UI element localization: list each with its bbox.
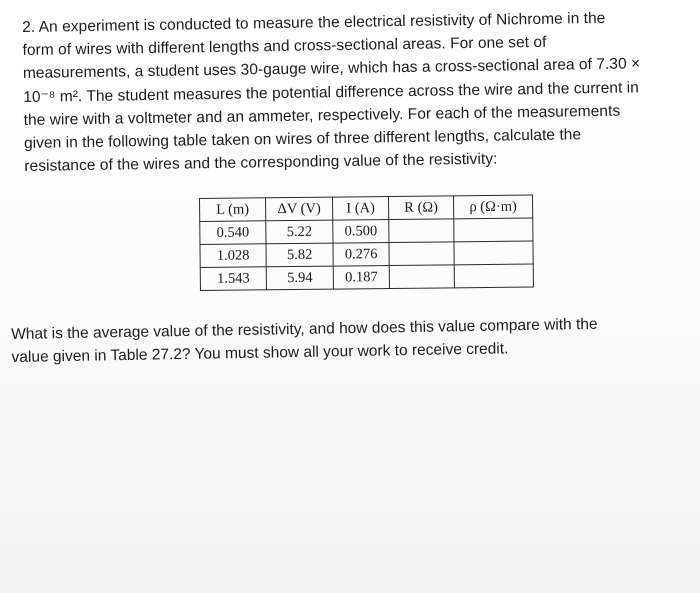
header-resistance: R (Ω) <box>388 196 453 220</box>
cell-potential-difference: 5.94 <box>266 266 333 290</box>
cell-resistance <box>389 265 454 289</box>
cell-current: 0.276 <box>333 243 389 267</box>
problem-line: 10⁻⁸ m². The student measures the potential difference across the wire and the current in <box>23 78 640 106</box>
problem-statement <box>22 6 690 179</box>
problem-line: measurements, a student uses 30-gauge wire, which has a cross-sectional area of 7.30 × <box>22 55 641 83</box>
header-resistivity: ρ (Ω·m) <box>453 195 532 219</box>
header-current: I (A) <box>332 197 388 221</box>
table-row <box>200 264 533 290</box>
follow-up-question <box>11 311 692 369</box>
cell-current: 0.187 <box>333 266 389 290</box>
problem-line: given in the following table taken on wires of three different lengths, calculate the <box>23 126 582 152</box>
cell-length: 1.543 <box>200 267 266 291</box>
cell-current: 0.500 <box>333 220 389 244</box>
cell-length: 0.540 <box>200 221 266 245</box>
header-potential-difference: ΔV (V) <box>266 197 333 221</box>
table-row <box>200 241 533 267</box>
question-line: What is the average value of the resistivity, and how does this value compare with the <box>11 315 598 343</box>
problem-line: the wire with a voltmeter and an ammeter, respectively. For each of the measurements <box>23 102 621 129</box>
cell-resistivity <box>454 264 533 288</box>
question-line: value given in Table 27.2? You must show all your work to receive credit. <box>11 340 509 366</box>
cell-length: 1.028 <box>200 244 266 268</box>
problem-line: form of wires with different lengths and cross-sectional areas. For one set of <box>22 33 547 60</box>
table-header-row <box>200 195 533 221</box>
measurement-table-container <box>199 195 534 291</box>
cell-potential-difference: 5.22 <box>266 220 333 244</box>
cell-potential-difference: 5.82 <box>266 243 333 267</box>
cell-resistance <box>389 242 454 266</box>
header-length: L (m) <box>200 198 266 222</box>
cell-resistance <box>389 219 454 243</box>
problem-line: 2. An experiment is conducted to measure the electrical resistivity of Nichrome in the <box>22 9 606 36</box>
problem-line: resistance of the wires and the corresponding value of the resistivity: <box>24 150 498 176</box>
cell-resistivity <box>454 218 533 242</box>
cell-resistivity <box>454 241 533 265</box>
measurement-table <box>199 195 534 291</box>
table-row <box>200 218 533 244</box>
